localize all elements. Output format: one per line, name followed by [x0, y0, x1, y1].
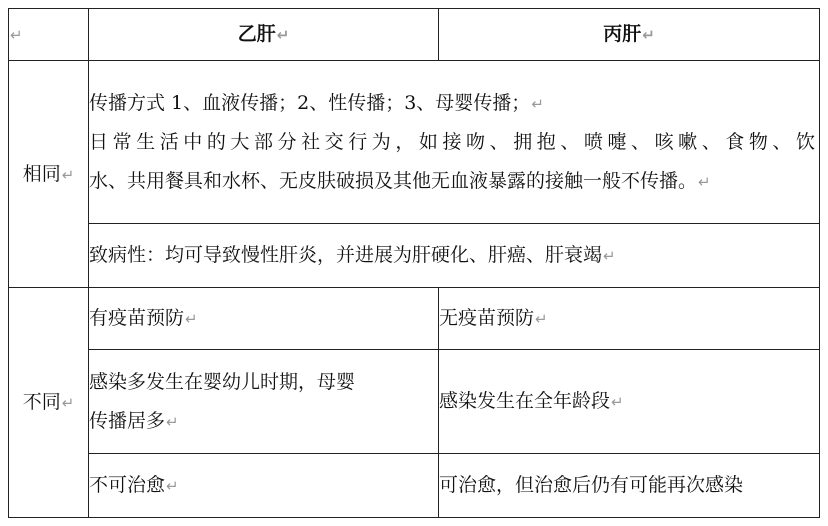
- common-row-label: 相同: [22, 162, 61, 185]
- return-mark-icon: ↵: [10, 26, 23, 45]
- hbv-infection-cell: [89, 350, 439, 454]
- hcv-infection-cell: [439, 350, 820, 454]
- common-pathogenicity-row: [9, 224, 820, 288]
- hcv-vaccine-cell: [439, 288, 820, 350]
- return-mark-icon: ↵: [61, 394, 75, 413]
- common-transmission-cell: [89, 61, 820, 224]
- hbv-vaccine-text: 有疫苗预防: [89, 307, 185, 330]
- hcv-infection-text: 感染发生在全年龄段: [439, 390, 611, 413]
- return-mark-icon: ↵: [166, 477, 179, 496]
- return-mark-icon: ↵: [185, 310, 198, 329]
- header-hbv-label: 乙肝: [237, 23, 276, 46]
- daily-contact-line-1: 日常生活中的大部分社交行为，如接吻、拥抱、喷嚏、咳嗽、食物、饮: [89, 130, 815, 153]
- return-mark-icon: ↵: [166, 412, 179, 431]
- transmission-text: 传播方式 1、血液传播；2、性传播；3、母婴传播；: [89, 91, 531, 114]
- hcv-vaccine-text: 无疫苗预防: [439, 307, 535, 330]
- header-hbv: [89, 9, 439, 61]
- hbv-cure-cell: [89, 454, 439, 518]
- header-row: [9, 9, 820, 61]
- return-mark-icon: ↵: [61, 165, 75, 184]
- header-hcv-label: 丙肝: [603, 23, 642, 46]
- corner-cell: [9, 9, 89, 61]
- hbv-infection-line-1: 感染多发生在婴幼儿时期，母婴: [89, 370, 356, 393]
- hbv-vaccine-cell: [89, 288, 439, 350]
- diff-row-infection-age: [9, 350, 820, 454]
- daily-contact-line-2-wrap: [89, 162, 819, 201]
- return-mark-icon: ↵: [531, 94, 544, 113]
- hcv-cure-cell: [439, 454, 820, 518]
- hbv-infection-line-2-wrap: [89, 402, 438, 441]
- comparison-table: [8, 8, 820, 518]
- daily-contact-line-2: 水、共用餐具和水杯、无皮肤破损及其他无血液暴露的接触一般不传播。: [89, 169, 698, 192]
- common-row-label-cell: [9, 61, 89, 288]
- return-mark-icon: ↵: [603, 247, 616, 266]
- return-mark-icon: ↵: [276, 26, 290, 45]
- return-mark-icon: ↵: [611, 393, 624, 412]
- hcv-cure-text: 可治愈，但治愈后仍有可能再次感染: [439, 474, 744, 497]
- transmission-text-line: [89, 84, 819, 123]
- diff-row-label-cell: [9, 288, 89, 518]
- return-mark-icon: ↵: [698, 172, 711, 191]
- header-hcv: [439, 9, 820, 61]
- common-pathogenicity-cell: [89, 224, 820, 288]
- common-row: [9, 61, 820, 224]
- hbv-infection-line-2: 传播居多: [89, 409, 166, 432]
- diff-row-vaccine: [9, 288, 820, 350]
- pathogenicity-text: 致病性：均可导致慢性肝炎，并进展为肝硬化、肝癌、肝衰竭: [89, 244, 603, 267]
- hbv-cure-text: 不可治愈: [89, 474, 166, 497]
- diff-row-label: 不同: [22, 391, 61, 414]
- diff-row-cure: [9, 454, 820, 518]
- return-mark-icon: ↵: [642, 26, 655, 45]
- return-mark-icon: ↵: [535, 310, 548, 329]
